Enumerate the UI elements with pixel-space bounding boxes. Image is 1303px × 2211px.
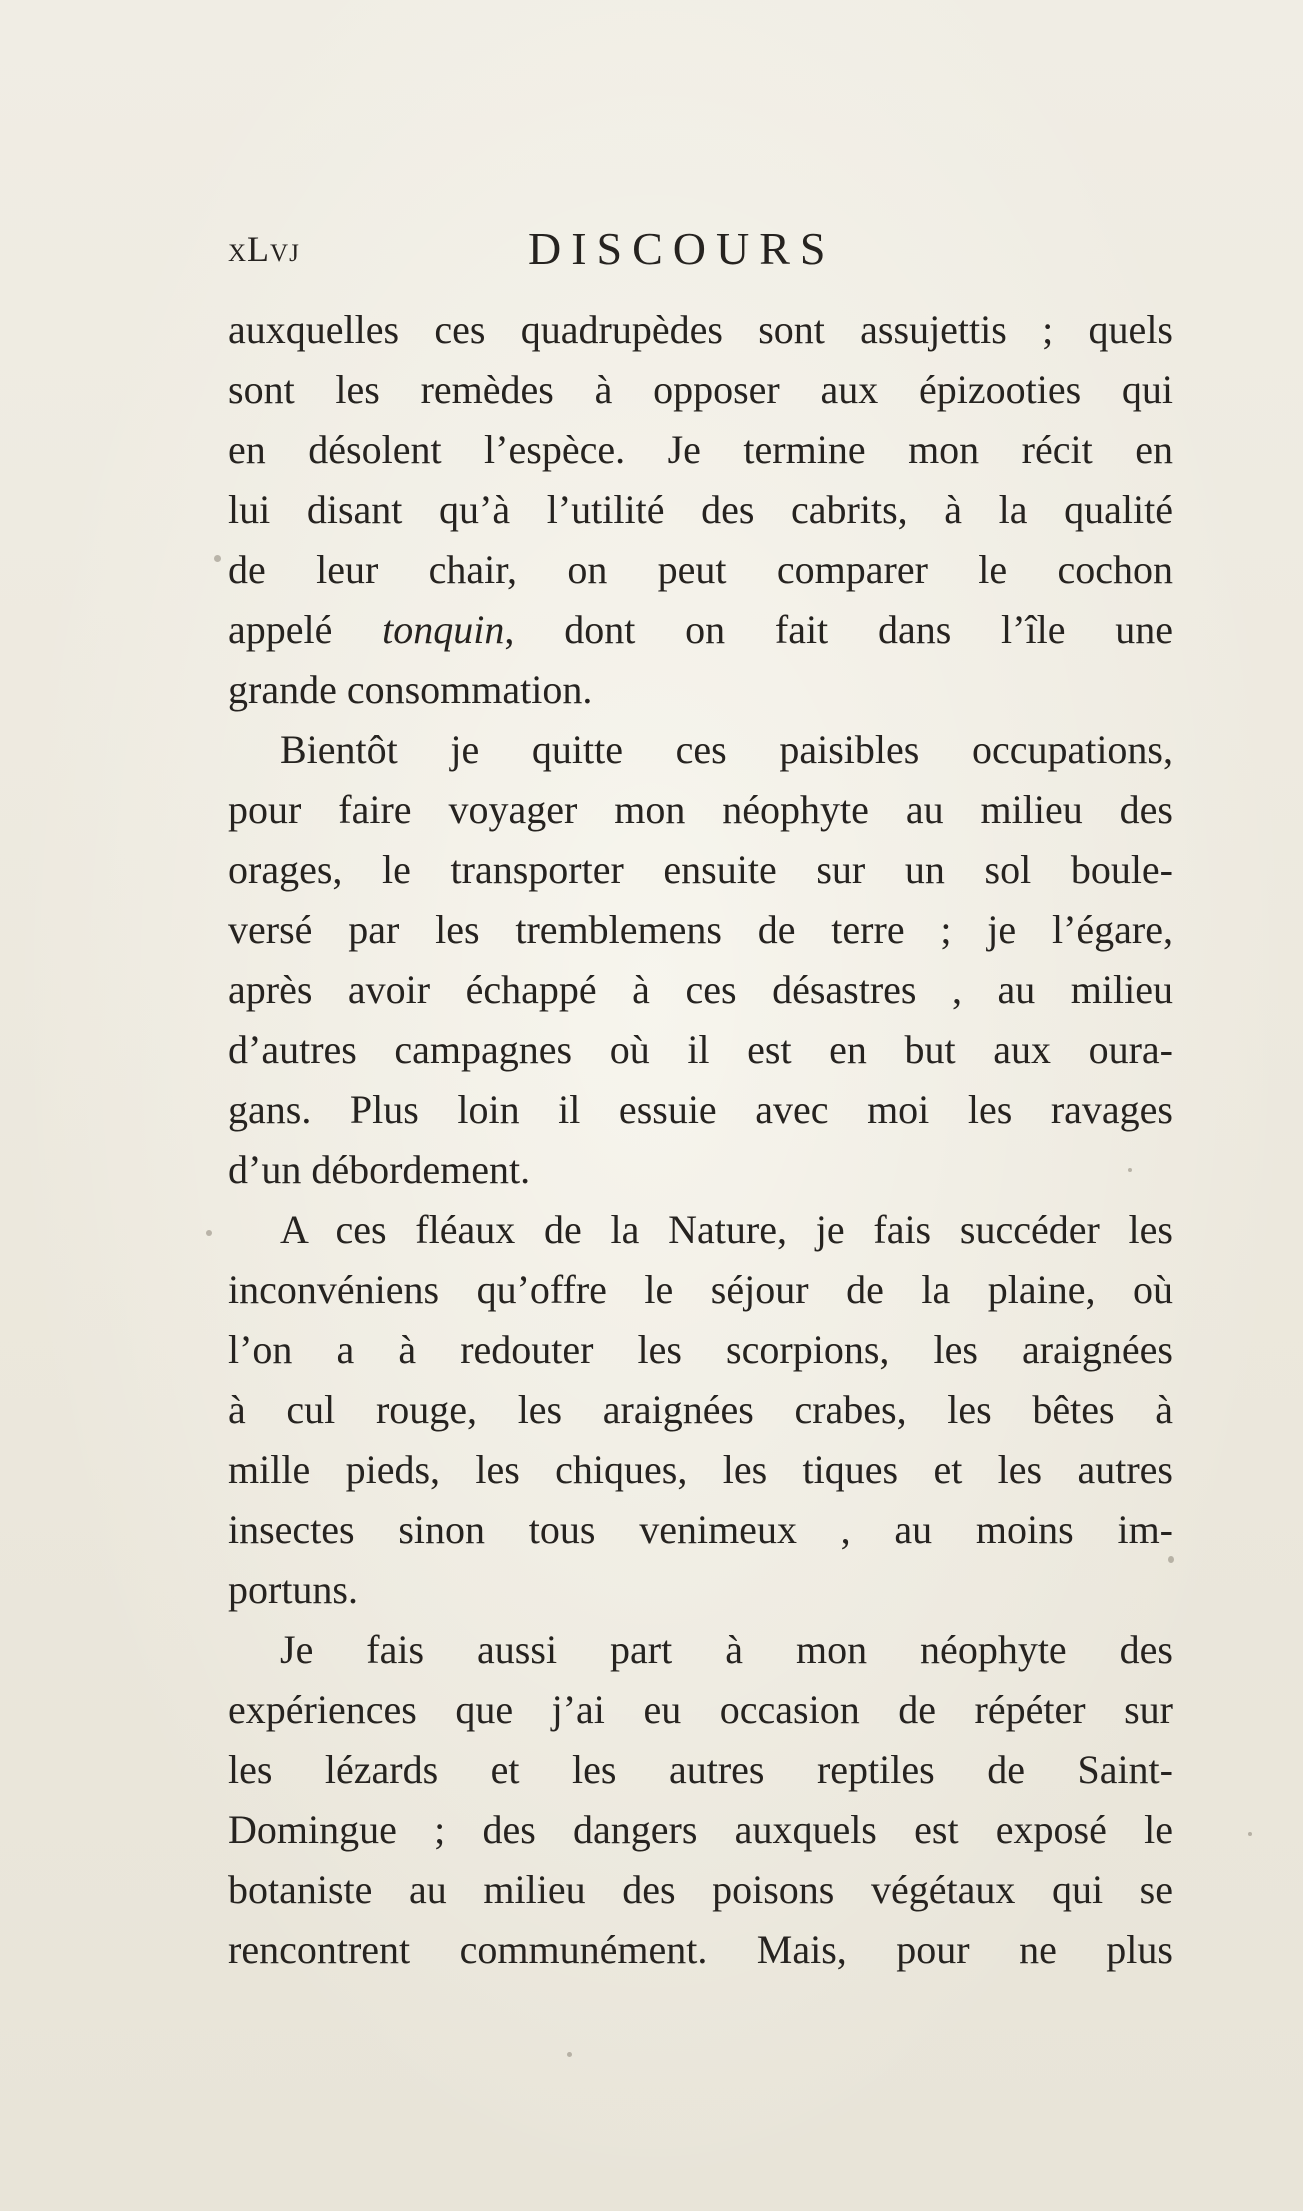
paper-speck	[206, 1230, 212, 1236]
text-line: lui disant qu’à l’utilité des cabrits, à la qualité	[228, 487, 1173, 532]
text-line: en désolent l’espèce. Je termine mon récit en	[228, 427, 1173, 472]
paper-speck	[1248, 1832, 1252, 1836]
text-line: d’autres campagnes où il est en but aux oura-	[228, 1027, 1173, 1072]
text-line	[228, 600, 1173, 660]
text-line: botaniste au milieu des poisons végétaux qui se	[228, 1867, 1173, 1912]
paper-speck	[1128, 1168, 1132, 1172]
body-text	[228, 300, 1173, 1980]
text-line: versé par les tremblemens de terre ; je l’égare,	[228, 907, 1173, 952]
text-line: mille pieds, les chiques, les tiques et les autres	[228, 1447, 1173, 1492]
text-line: après avoir échappé à ces désastres , au milieu	[228, 967, 1173, 1012]
paper-speck	[214, 555, 221, 562]
text-line: gans. Plus loin il essuie avec moi les ravages	[228, 1087, 1173, 1132]
text-line: pour faire voyager mon néophyte au milieu des	[228, 787, 1173, 832]
page-number: xLvj	[228, 229, 300, 269]
paragraph-start-line: A ces fléaux de la Nature, je fais succéder les	[280, 1207, 1173, 1252]
paragraph-start-line: Je fais aussi part à mon néophyte des	[280, 1627, 1173, 1672]
text-line: orages, le transporter ensuite sur un sol boule-	[228, 847, 1173, 892]
text-line: les lézards et les autres reptiles de Saint-	[228, 1747, 1173, 1792]
paper-speck	[1168, 1556, 1174, 1563]
text-line: à cul rouge, les araignées crabes, les bêtes à	[228, 1387, 1173, 1432]
paragraph-end-line: d’un débordement.	[228, 1147, 531, 1192]
italic-term: tonquin	[382, 607, 505, 652]
page-header	[228, 222, 1188, 282]
paragraph-end-line: portuns.	[228, 1567, 358, 1612]
text-line: auxquelles ces quadrupèdes sont assujettis ; quels	[228, 307, 1173, 352]
text-line: Domingue ; des dangers auxquels est exposé le	[228, 1807, 1173, 1852]
paragraph-end-line: grande consommation.	[228, 667, 593, 712]
text-line: expériences que j’ai eu occasion de répéter sur	[228, 1687, 1173, 1732]
text-line: inconvéniens qu’offre le séjour de la plaine, où	[228, 1267, 1173, 1312]
text-line: sont les remèdes à opposer aux épizooties qui	[228, 367, 1173, 412]
paper-speck	[567, 2052, 572, 2057]
paragraph-start-line: Bientôt je quitte ces paisibles occupations,	[280, 727, 1173, 772]
text-line: l’on a à redouter les scorpions, les araignées	[228, 1327, 1173, 1372]
text-segment: appelé	[228, 607, 383, 652]
text-line: de leur chair, on peut comparer le cochon	[228, 547, 1173, 592]
text-line: rencontrent communément. Mais, pour ne plus	[228, 1927, 1173, 1972]
text-segment: , dont on fait dans l’île une	[504, 607, 1174, 652]
text-line: insectes sinon tous venimeux , au moins im-	[228, 1507, 1173, 1552]
running-head: DISCOURS	[528, 223, 836, 274]
